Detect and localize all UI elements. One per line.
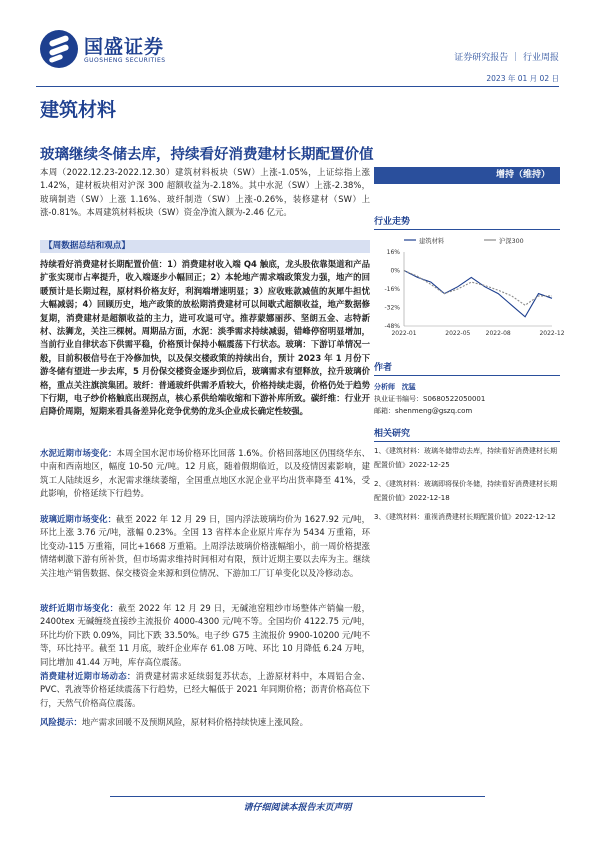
email-label: 邮箱： [374,407,395,415]
rating-badge: 增持（维持） [374,167,560,184]
trend-chart-svg [374,234,565,344]
y-tick-label: -32% [384,304,400,312]
risk-label: 风险提示： [40,717,82,727]
logo-icon [40,30,78,68]
related-item[interactable]: 1、《建筑材料：玻璃冬储带动去库，持续看好消费建材长期配置价值》2022-12-25 [374,447,557,469]
header-divider [36,86,559,87]
x-tick-label: 2022-08 [485,330,511,337]
brand-logo [40,30,166,74]
analyst-name: 沈猛 [401,383,416,391]
series-line [404,271,552,306]
analyst-email[interactable]: shenmeng@gszq.com [395,407,473,415]
risk-paragraph [40,716,370,729]
analyst-role: 分析师 [374,383,395,391]
x-tick-label: 2022-05 [445,330,471,337]
footer-disclaimer: 请仔细阅读本报告末页声明 [243,803,352,813]
legend-label: 沪深300 [499,238,524,245]
fiberglass-paragraph [40,602,370,669]
logo-name-cn: 国盛证券 [84,36,165,58]
cement-label: 水泥近期市场变化： [40,448,117,458]
glass-label: 玻璃近期市场变化： [40,514,117,524]
cert-number: S0680522050001 [423,395,486,403]
analyst-block [374,381,560,417]
related-list [374,444,560,524]
consumer-label: 消费建材近期市场动态： [40,671,136,681]
x-tick-label: 2022-12 [539,330,565,337]
cement-paragraph [40,447,370,501]
summary-text: 持续看好消费建材长期配置价值：1）消费建材收入端 Q4 触底，龙头股依靠渠道和产品扩张实现市占率提升，收入端逐步小幅回正；2）本轮地产需求端政策发力强，地产的回暖预计是长期过程，原材料价格友好，利润端增速明显；3）应收账款减值的灰犀牛担忧大幅减弱；4）回顾历史，地产政策的放松期消费建材可以间歇式超额收益，地产数据修复期，消费建材是超额收益的主力，进可攻退可守。推荐蒙娜丽莎、坚朗五金、志特新材、法狮龙，关注三棵树。周期品方面，水泥：淡季需求持续减弱，错峰停窑明显增加，当前行业自律状态下供需平稳，价格预计保持小幅震荡下行状态。玻璃：下游订单情况一般，目前积极信号在于冷修加快，以及保交楼政策的持续出台，预计 2023 年 1 月份下游冬储有望进一步去库，5 月份保交楼资金逐步到位后，玻璃需求有望释放，拉升玻璃价格，重点关注旗滨集团。玻纤：普通玻纤供需矛盾较大，价格持续走弱，价格仍处于趋势下行期，电子纱价格触底出现拐点，核心系供给端收缩和下游补库所致。碳纤维：行业开启降价周期，短期来看具备差异化竞争优势的龙头企业成长确定性较强。 [40,259,371,417]
section-heading: 【周数据总结和观点】 [40,240,370,253]
intro-text: 本周（2022.12.23-2022.12.30）建筑材料板块（SW）上涨-1.05%，上证综指上涨 1.42%，建材板块相对沪深 300 超额收益为-2.18%。其中水泥（SW）上涨-2.38%，玻璃制造（SW）上涨 1.16%、玻纤制造（SW）上涨-0.26%，装修建材（SW）上涨-0.81%。本周建筑材料板块（SW）资金净流入额为-2.46 亿元。 [40,167,370,218]
related-heading: 相关研究 [374,426,560,442]
trend-heading: 行业走势 [374,214,560,230]
y-tick-label: 0% [390,267,400,275]
fiberglass-label: 玻纤近期市场变化： [40,603,119,613]
footer-divider [110,796,485,797]
glass-text: 截至 2022 年 12 月 29 日，国内浮法玻璃均价为 1627.92 元/吨，环比上涨 3.76 元/吨，涨幅 0.23%。全国 13 省样本企业原片库存为 5434 万重箱，环比变动-115 万重箱，同比+1668 万重箱。上周浮法玻璃价格涨幅缩小，前一周价格提涨情绪刺激下游有所补货，但市场需求维持时间相对有限，预计近期主要以去库为主。继续关注地产销售数据、保交楼资金来源和到位情况、下游加工厂订单变化以及冷修动态。 [40,514,370,578]
cement-text: 本周全国水泥市场价格环比回落 1.6%。价格回落地区仍围绕华东、中南和西南地区，幅度 10-50 元/吨。12 月底，随着假期临近，以及疫情因素影响，建筑工人陆续返乡，水泥需求继续萎缩，全国重点地区水泥企业平均出货率降至 41%，受此影响，价格延续下行趋势。 [40,448,370,499]
related-item[interactable]: 3、《建筑材料：重视消费建材长期配置价值》2022-12-12 [374,513,556,521]
summary-paragraph [40,258,370,419]
risk-text: 地产需求回暖不及预期风险，原材料价格持续快速上涨风险。 [81,717,308,727]
series-line [404,271,552,317]
fiberglass-text: 截至 2022 年 12 月 29 日，无碱池窑粗纱市场整体产销偏一般，2400tex 无碱缠绕直接纱主流报价 4000-4300 元/吨不等。全国均价 4122.75 元/吨，环比均价下跌 0.09%，同比下跌 33.50%。电子纱 G75 主流报价 9900-10200 元/吨不等，环比持平。截至 11 月底，玻纤企业库存 61.08 万吨、环比 10 月降低 6.24 万吨，同比增加 41.44 万吨，库存高位震荡。 [40,603,371,667]
report-type: 证券研究报告 ｜ 行业周报 [454,53,559,63]
legend-label: 建筑材料 [419,238,445,245]
chart-legend [404,236,524,245]
x-tick-label: 2022-01 [391,330,417,337]
cert-label: 执业证书编号： [374,395,423,403]
y-tick-label: -48% [384,323,400,330]
intro-paragraph [40,166,370,220]
related-item[interactable]: 2、《建筑材料：玻璃即将保价冬储，持续看好消费建材长期配置价值》2022-12-18 [374,480,557,502]
logo-name-en: GUOSHENG SECURITIES [84,57,166,64]
report-date: 2023 年 01 月 02 日 [486,74,559,83]
glass-paragraph [40,513,370,580]
industry-trend-chart [374,234,565,344]
consumer-paragraph [40,670,370,710]
sector-title: 建筑材料 [40,99,117,121]
y-tick-label: -16% [384,286,400,293]
report-headline: 玻璃继续冬储去库，持续看好消费建材长期配置价值 [40,147,374,163]
analyst-heading: 作者 [374,360,560,376]
consumer-text: 消费建材需求延续弱复苏状态，上游原材料中，本周铝合金、PVC、乳液等价格延续震荡下行趋势，已经大幅低于 2021 年同期价格；沥青价格高位下行，天然气价格高位震荡。 [40,671,371,708]
y-tick-label: 16% [386,249,400,256]
